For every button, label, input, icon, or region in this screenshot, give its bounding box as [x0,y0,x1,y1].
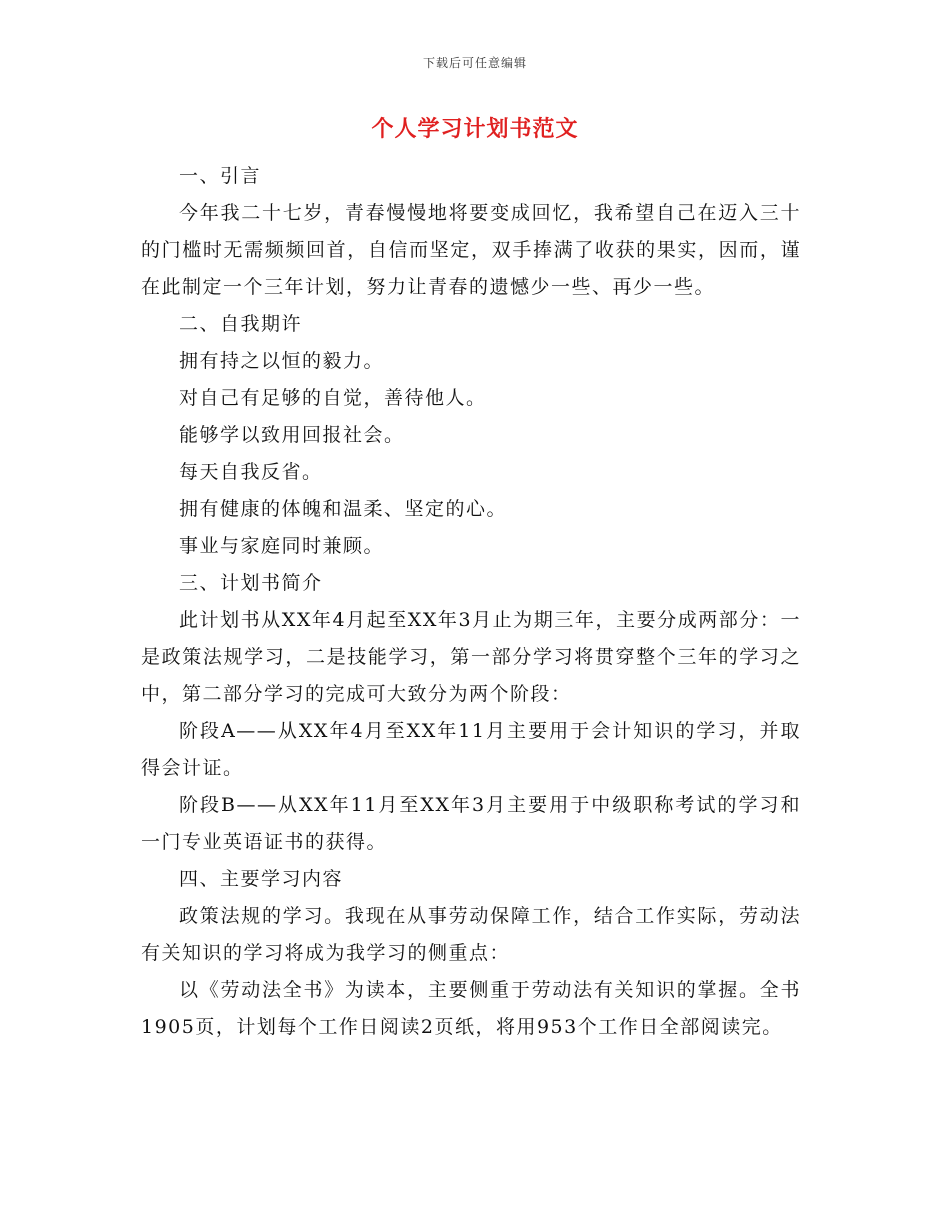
expectation-item: 拥有持之以恒的毅力。 [179,350,385,372]
document-body [141,158,801,1046]
expectation-item: 对自己有足够的自觉，善待他人。 [179,387,487,409]
section-heading-intro: 一、引言 [179,165,262,187]
paragraph-reading-plan: 以《劳动法全书》为读本，主要侧重于劳动法有关知识的掌握。全书1905页，计划每个工作日阅读2页纸，将用953个工作日全部阅读完。 [141,979,801,1038]
paragraph-policy-study: 政策法规的学习。我现在从事劳动保障工作，结合工作实际，劳动法有关知识的学习将成为我学习的侧重点： [141,905,801,964]
section-heading-plan-summary: 三、计划书简介 [179,572,323,594]
section-heading-study-content: 四、主要学习内容 [179,868,344,890]
paragraph-stage-a: 阶段A——从XX年4月至XX年11月主要用于会计知识的学习，并取得会计证。 [141,720,801,779]
section-heading-expectations: 二、自我期许 [179,313,303,335]
paragraph-plan-summary: 此计划书从XX年4月起至XX年3月止为期三年，主要分成两部分：一是政策法规学习，二是技能学习，第一部分学习将贯穿整个三年的学习之中，第二部分学习的完成可大致分为两个阶段： [141,609,801,705]
expectation-item: 事业与家庭同时兼顾。 [179,535,385,557]
expectation-item: 能够学以致用回报社会。 [179,424,405,446]
expectation-item: 每天自我反省。 [179,461,323,483]
paragraph-intro: 今年我二十七岁，青春慢慢地将要变成回忆，我希望自己在迈入三十的门槛时无需频频回首，自信而坚定，双手捧满了收获的果实，因而，谨在此制定一个三年计划，努力让青春的遗憾少一些、再少一些。 [141,202,801,298]
expectation-item: 拥有健康的体魄和温柔、坚定的心。 [179,498,508,520]
paragraph-stage-b: 阶段B——从XX年11月至XX年3月主要用于中级职称考试的学习和一门专业英语证书的获得。 [141,794,801,853]
header-note: 下载后可任意编辑 [422,56,527,70]
document-title: 个人学习计划书范文 [371,116,579,142]
